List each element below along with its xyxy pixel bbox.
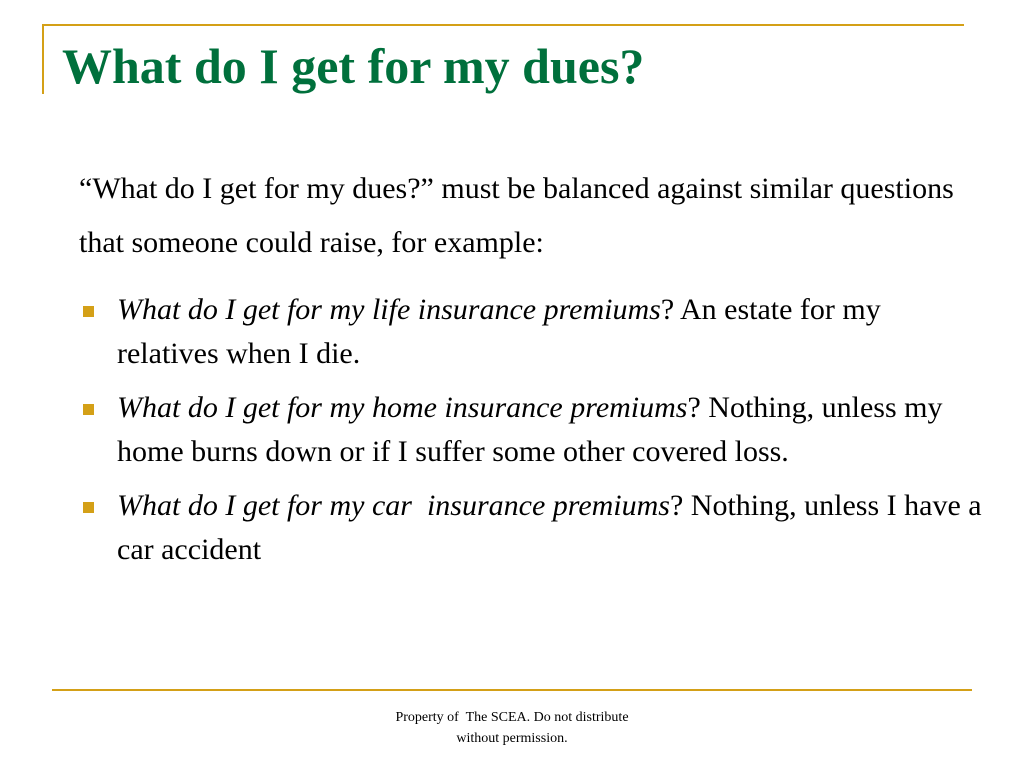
bullet-item-home-insurance [79, 386, 989, 474]
bullet-item-car-insurance [79, 484, 989, 572]
intro-paragraph: “What do I get for my dues?” must be balanced against similar questions that someone could raise, for example: [79, 172, 954, 259]
bullet-item-life-insurance [79, 288, 989, 376]
bullet-list [79, 288, 989, 582]
bullet-question: What do I get for my life insurance premiums [117, 293, 661, 326]
bullet-answer: ? An estate for my relatives when I die. [117, 293, 881, 370]
footer-line-1: Property of The SCEA. Do not distribute [395, 710, 629, 725]
bullet-question: What do I get for my car insurance premiums [117, 489, 670, 522]
bullet-answer: ? Nothing, unless I have a car accident [117, 489, 982, 566]
frame-top-rule [42, 24, 964, 26]
footer-notice [362, 707, 662, 749]
slide-title: What do I get for my dues? [62, 38, 645, 94]
bullet-question: What do I get for my home insurance premiums [117, 391, 688, 424]
bullet-answer: ? Nothing, unless my home burns down or if I suffer some other covered loss. [117, 391, 943, 468]
square-bullet-icon [83, 306, 94, 317]
square-bullet-icon [83, 404, 94, 415]
footer-line-2: without permission. [456, 731, 568, 746]
footer-rule [52, 689, 972, 691]
frame-left-rule [42, 24, 44, 94]
square-bullet-icon [83, 502, 94, 513]
